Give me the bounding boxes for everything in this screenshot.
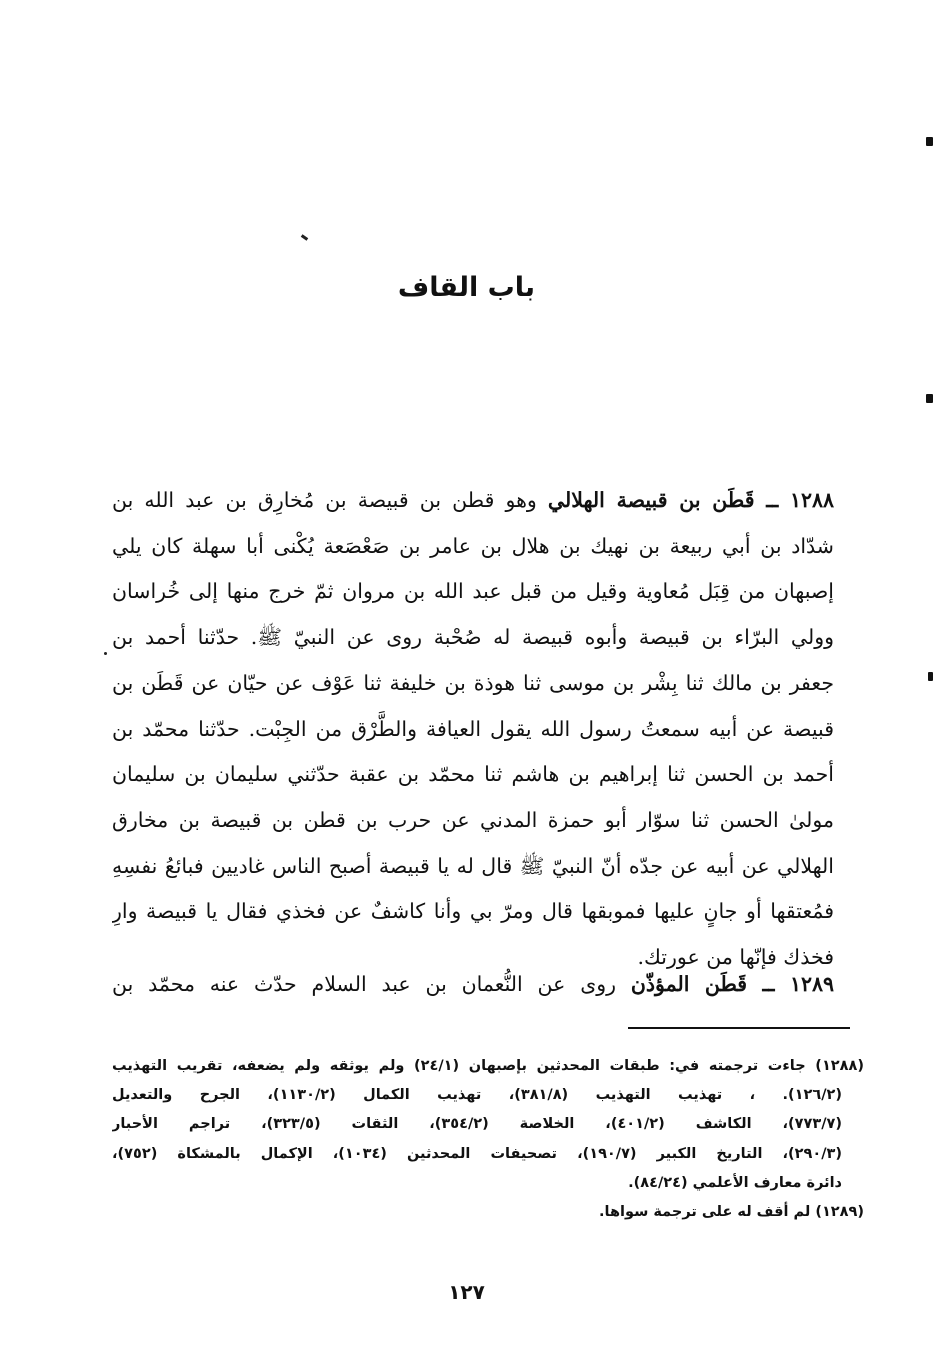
entry-1289 xyxy=(112,962,834,1007)
ink-speck xyxy=(104,652,107,655)
entry-line: جعفر بن مالك ثنا بِشْر بن موسى ثنا هوذة بن خليفة ثنا عَوْف عن حيّان عن قَطَن بن xyxy=(112,670,834,695)
footnotes xyxy=(112,1052,864,1227)
entry-line: الهلالي عن أبيه عن جدّه أنّ النبيّ ﷺ قال له يا قبيصة أصبح الناس غاديين فبائعُ نفسِهِ xyxy=(112,853,834,878)
entry-line: وولي البرّاء بن قبيصة وأبوه قبيصة له صُحْبة روى عن النبيّ ﷺ. حدّثنا أحمد بن xyxy=(112,625,834,650)
entry-line: فمُعتقها أو جانٍ عليها فموبقها قال ومرّ بي وأنا كاشفٌ عن فخذي فقال يا قبيصة وارِ xyxy=(112,899,834,924)
ink-speck xyxy=(301,234,308,240)
entry-line: مولىٰ الحسن ثنا سوّار أبو حمزة المدني عن حرب بن قطن بن قبيصة بن مخارق xyxy=(112,807,834,832)
page-number: ١٢٧ xyxy=(448,1280,485,1304)
entry-1288 xyxy=(112,478,834,981)
footnote-rule xyxy=(628,1027,850,1029)
footnote-line: (٧٧٣/٧)، الكاشف (٤٠١/٢)، الخلاصة (٣٥٤/٢)، الثقات (٣٢٣/٥)، تراجم الأحبار xyxy=(112,1116,842,1133)
margin-mark xyxy=(926,394,933,403)
margin-mark xyxy=(928,672,933,681)
footnote-line: دائرة معارف الأعلمي (٨٤/٢٤). xyxy=(628,1174,842,1191)
entry-text: روى عن النُّعمان بن عبد السلام حدّث عنه محمّد بن xyxy=(112,972,631,996)
entry-line: فخذك فإنّها من عورتك. xyxy=(637,945,834,970)
margin-mark xyxy=(926,137,933,146)
entry-line: شدّاد بن أبي ربيعة بن نهيك بن هلال بن عامر بن صَعْصَعة يُكْنى أبا سهلة كان يلي xyxy=(112,533,834,558)
footnote-line: (١٢٦/٢). ، تهذيب التهذيب (٣٨١/٨)، تهذيب الكمال (١١٣٠/٢)، الجرح والتعديل xyxy=(112,1087,842,1104)
entry-line: ١٢٨٨ ــ قَطَن بن قبيصة الهلالي وهو قطن بن قبيصة بن مُخارِق بن عبد الله بن xyxy=(112,488,834,512)
entry-line: إصبهان من قِبَل مُعاوية وقيل من قبل عبد الله بن مروان ثمّ خرج منها إلى خُراسان xyxy=(112,579,834,604)
footnote-line: (٢٩٠/٣)، التاريخ الكبير (١٩٠/٧)، تصحيفات المحدثين (١٠٣٤)، الإكمال بالمشكاة (٧٥٢)، xyxy=(112,1145,842,1162)
footnote-line: (١٢٨٩) لم أقف له على ترجمة سواها. xyxy=(599,1204,864,1221)
entry-heading: ١٢٨٩ ــ قَطَن المؤذّن xyxy=(630,972,834,996)
footnote-line: (١٢٨٨) جاءت ترجمته في: طبقات المحدثين بإصبهان (٢٤/١) ولم يوثقه ولم يضعفه، تقريب التهذيب xyxy=(112,1058,864,1074)
entry-heading: ١٢٨٨ ــ قَطَن بن قبيصة الهلالي xyxy=(547,488,834,512)
entry-line: قبيصة عن أبيه سمعتُ رسول الله يقول العيافة والطَّرْق من الجِبْت. حدّثنا محمّد بن xyxy=(112,716,834,741)
chapter-title: باب القاف xyxy=(397,272,536,303)
entry-line: أحمد بن الحسن ثنا إبراهيم بن هاشم ثنا محمّد بن عقبة حدّثني سليمان بن سليمان xyxy=(112,762,834,787)
